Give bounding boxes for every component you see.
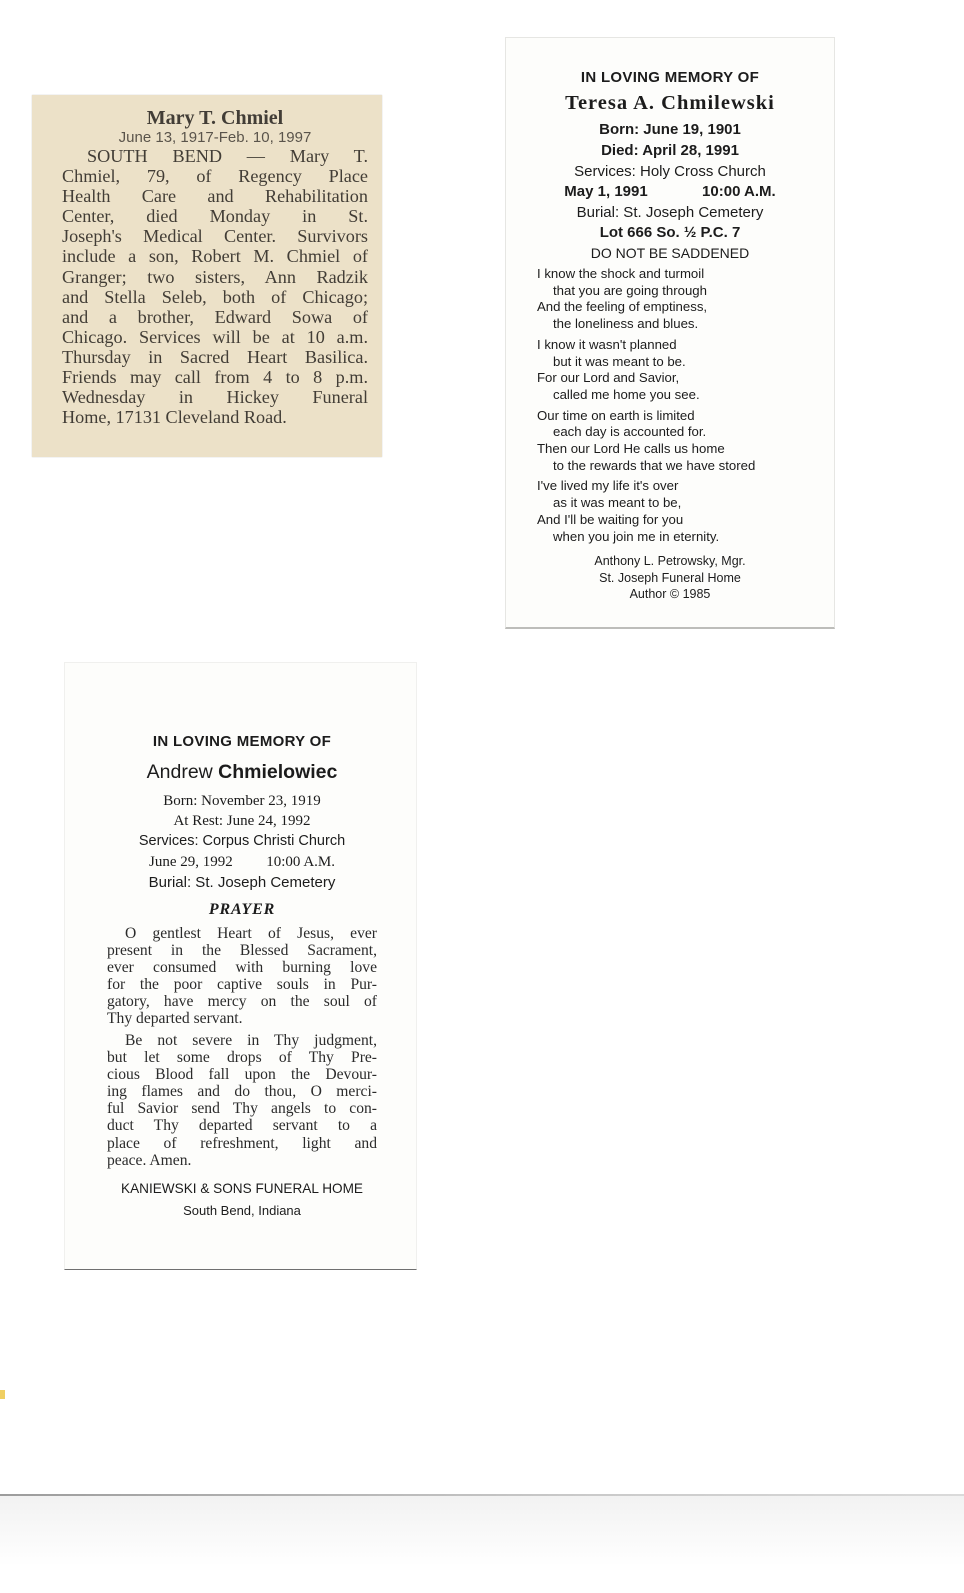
memorial-card-teresa xyxy=(505,37,835,629)
obituary-line: Wednesday in Hickey Funeral xyxy=(62,387,368,408)
card-heading: IN LOVING MEMORY OF xyxy=(580,69,760,86)
prayer-line: cious Blood fall upon the Devour- xyxy=(107,1066,377,1084)
poem-line: but it was meant to be. xyxy=(553,353,686,369)
born-date: Born: June 19, 1901 xyxy=(599,121,741,138)
prayer-line: Thy departed servant. xyxy=(107,1010,243,1028)
obituary-line: Friends may call from 4 to 8 p.m. xyxy=(62,367,368,388)
poem-line: I know it wasn't planned xyxy=(537,336,677,352)
deceased-last-name: Chmielowiec xyxy=(218,761,338,783)
poem-line: each day is accounted for. xyxy=(553,424,707,440)
poem-line: when you join me in eternity. xyxy=(553,528,720,544)
poem-line: to the rewards that we have stored xyxy=(553,457,756,473)
service-datetime xyxy=(506,183,834,201)
deceased-first-name: Andrew xyxy=(146,761,213,783)
burial-place: Burial: St. Joseph Cemetery xyxy=(576,204,764,221)
poem-line: And I'll be waiting for you xyxy=(537,511,684,527)
poem-stanza xyxy=(537,337,832,404)
poem-line: Our time on earth is limited xyxy=(537,407,695,423)
deceased-name xyxy=(65,761,419,784)
burial-place: Burial: St. Joseph Cemetery xyxy=(148,874,336,891)
poem-line: For our Lord and Savior, xyxy=(537,370,680,386)
poem-line: I know the shock and turmoil xyxy=(537,266,705,281)
deceased-name: Teresa A. Chmilewski xyxy=(565,92,775,114)
prayer-line: peace. Amen. xyxy=(107,1151,192,1169)
prayer-line: for the poor captive souls in Pur- xyxy=(107,976,377,994)
obituary-body xyxy=(62,146,368,427)
service-date: May 1, 1991 xyxy=(564,183,648,200)
prayer-line: O gentlest Heart of Jesus, ever xyxy=(125,925,377,942)
prayer-title: PRAYER xyxy=(208,901,276,918)
prayer-line: duct Thy departed servant to a xyxy=(107,1117,377,1135)
poem-line: I've lived my life it's over xyxy=(537,478,679,494)
prayer-line: ing flames and do thou, O merci- xyxy=(107,1083,377,1101)
burial-lot: Lot 666 So. ½ P.C. 7 xyxy=(599,224,741,241)
memorial-card-andrew xyxy=(64,662,417,1270)
service-date: June 29, 1992 xyxy=(148,854,233,870)
poem-stanza xyxy=(537,408,832,475)
obituary-line: Thursday in Sacred Heart Basilica. xyxy=(62,346,368,367)
funeral-home-location: South Bend, Indiana xyxy=(183,1203,301,1218)
obituary-dates: June 13, 1917-Feb. 10, 1997 xyxy=(118,129,312,146)
prayer-line: ful Savior send Thy angels to con- xyxy=(107,1100,377,1118)
obituary-line: Granger; two sisters, Ann Radzik xyxy=(62,266,368,287)
prayer-line: ever consumed with burning love xyxy=(107,959,377,977)
funeral-home-name: KANIEWSKI & SONS FUNERAL HOME xyxy=(121,1181,363,1196)
prayer-line: but let some drops of Thy Pre- xyxy=(107,1049,377,1067)
prayer-paragraph-1 xyxy=(107,925,377,1028)
prayer-line: Be not severe in Thy judgment, xyxy=(125,1032,377,1049)
prayer-line: present in the Blessed Sacrament, xyxy=(107,942,377,960)
poem-line: And the feeling of emptiness, xyxy=(537,299,708,315)
poem-line: as it was meant to be, xyxy=(553,495,682,511)
service-time: 10:00 A.M. xyxy=(266,854,335,870)
obituary-line: SOUTH BEND — Mary T. xyxy=(87,146,368,166)
poem-title: DO NOT BE SADDENED xyxy=(590,245,750,261)
poem-stanza xyxy=(537,478,832,545)
signature-line: Author © 1985 xyxy=(629,587,711,601)
obituary-line: Chicago. Services will be at 10 a.m. xyxy=(62,326,368,347)
obituary-line: Chmiel, 79, of Regency Place xyxy=(62,166,368,187)
died-date: Died: April 28, 1991 xyxy=(601,142,739,159)
paper-speck xyxy=(0,1390,5,1399)
obituary-line: and a brother, Edward Sowa of xyxy=(62,306,368,327)
obituary-line: Health Care and Rehabilitation xyxy=(62,186,368,207)
service-time: 10:00 A.M. xyxy=(702,183,776,200)
prayer-paragraph-2 xyxy=(107,1032,377,1169)
prayer-line: place of refreshment, light and xyxy=(107,1134,377,1152)
obituary-title: Mary T. Chmiel xyxy=(146,107,284,129)
services-church: Services: Corpus Christi Church xyxy=(138,833,346,849)
page-edge-shadow xyxy=(0,1496,964,1566)
poem-line: Then our Lord He calls us home xyxy=(537,441,725,457)
obituary-line: Home, 17131 Cleveland Road. xyxy=(62,407,287,428)
prayer-line: gatory, have mercy on the soul of xyxy=(107,993,377,1011)
born-date: Born: November 23, 1919 xyxy=(163,793,321,809)
poem-signature xyxy=(506,553,834,603)
obituary-line: Joseph's Medical Center. Survivors xyxy=(62,226,368,247)
card-heading: IN LOVING MEMORY OF xyxy=(152,733,332,750)
service-datetime xyxy=(65,852,419,872)
obituary-line: and Stella Seleb, both of Chicago; xyxy=(62,286,368,307)
poem xyxy=(537,266,832,549)
at-rest-date: At Rest: June 24, 1992 xyxy=(173,813,311,829)
poem-line: the loneliness and blues. xyxy=(553,316,699,332)
poem-line: that you are going through xyxy=(553,282,707,298)
obituary-line: Center, died Monday in St. xyxy=(62,206,368,227)
poem-stanza xyxy=(537,266,832,333)
signature-line: St. Joseph Funeral Home xyxy=(599,570,741,585)
signature-line: Anthony L. Petrowsky, Mgr. xyxy=(594,554,746,568)
services-church: Services: Holy Cross Church xyxy=(574,163,766,180)
poem-line: called me home you see. xyxy=(553,386,700,402)
obituary-line: include a son, Robert M. Chmiel of xyxy=(62,246,368,267)
obituary-clipping xyxy=(32,95,382,457)
